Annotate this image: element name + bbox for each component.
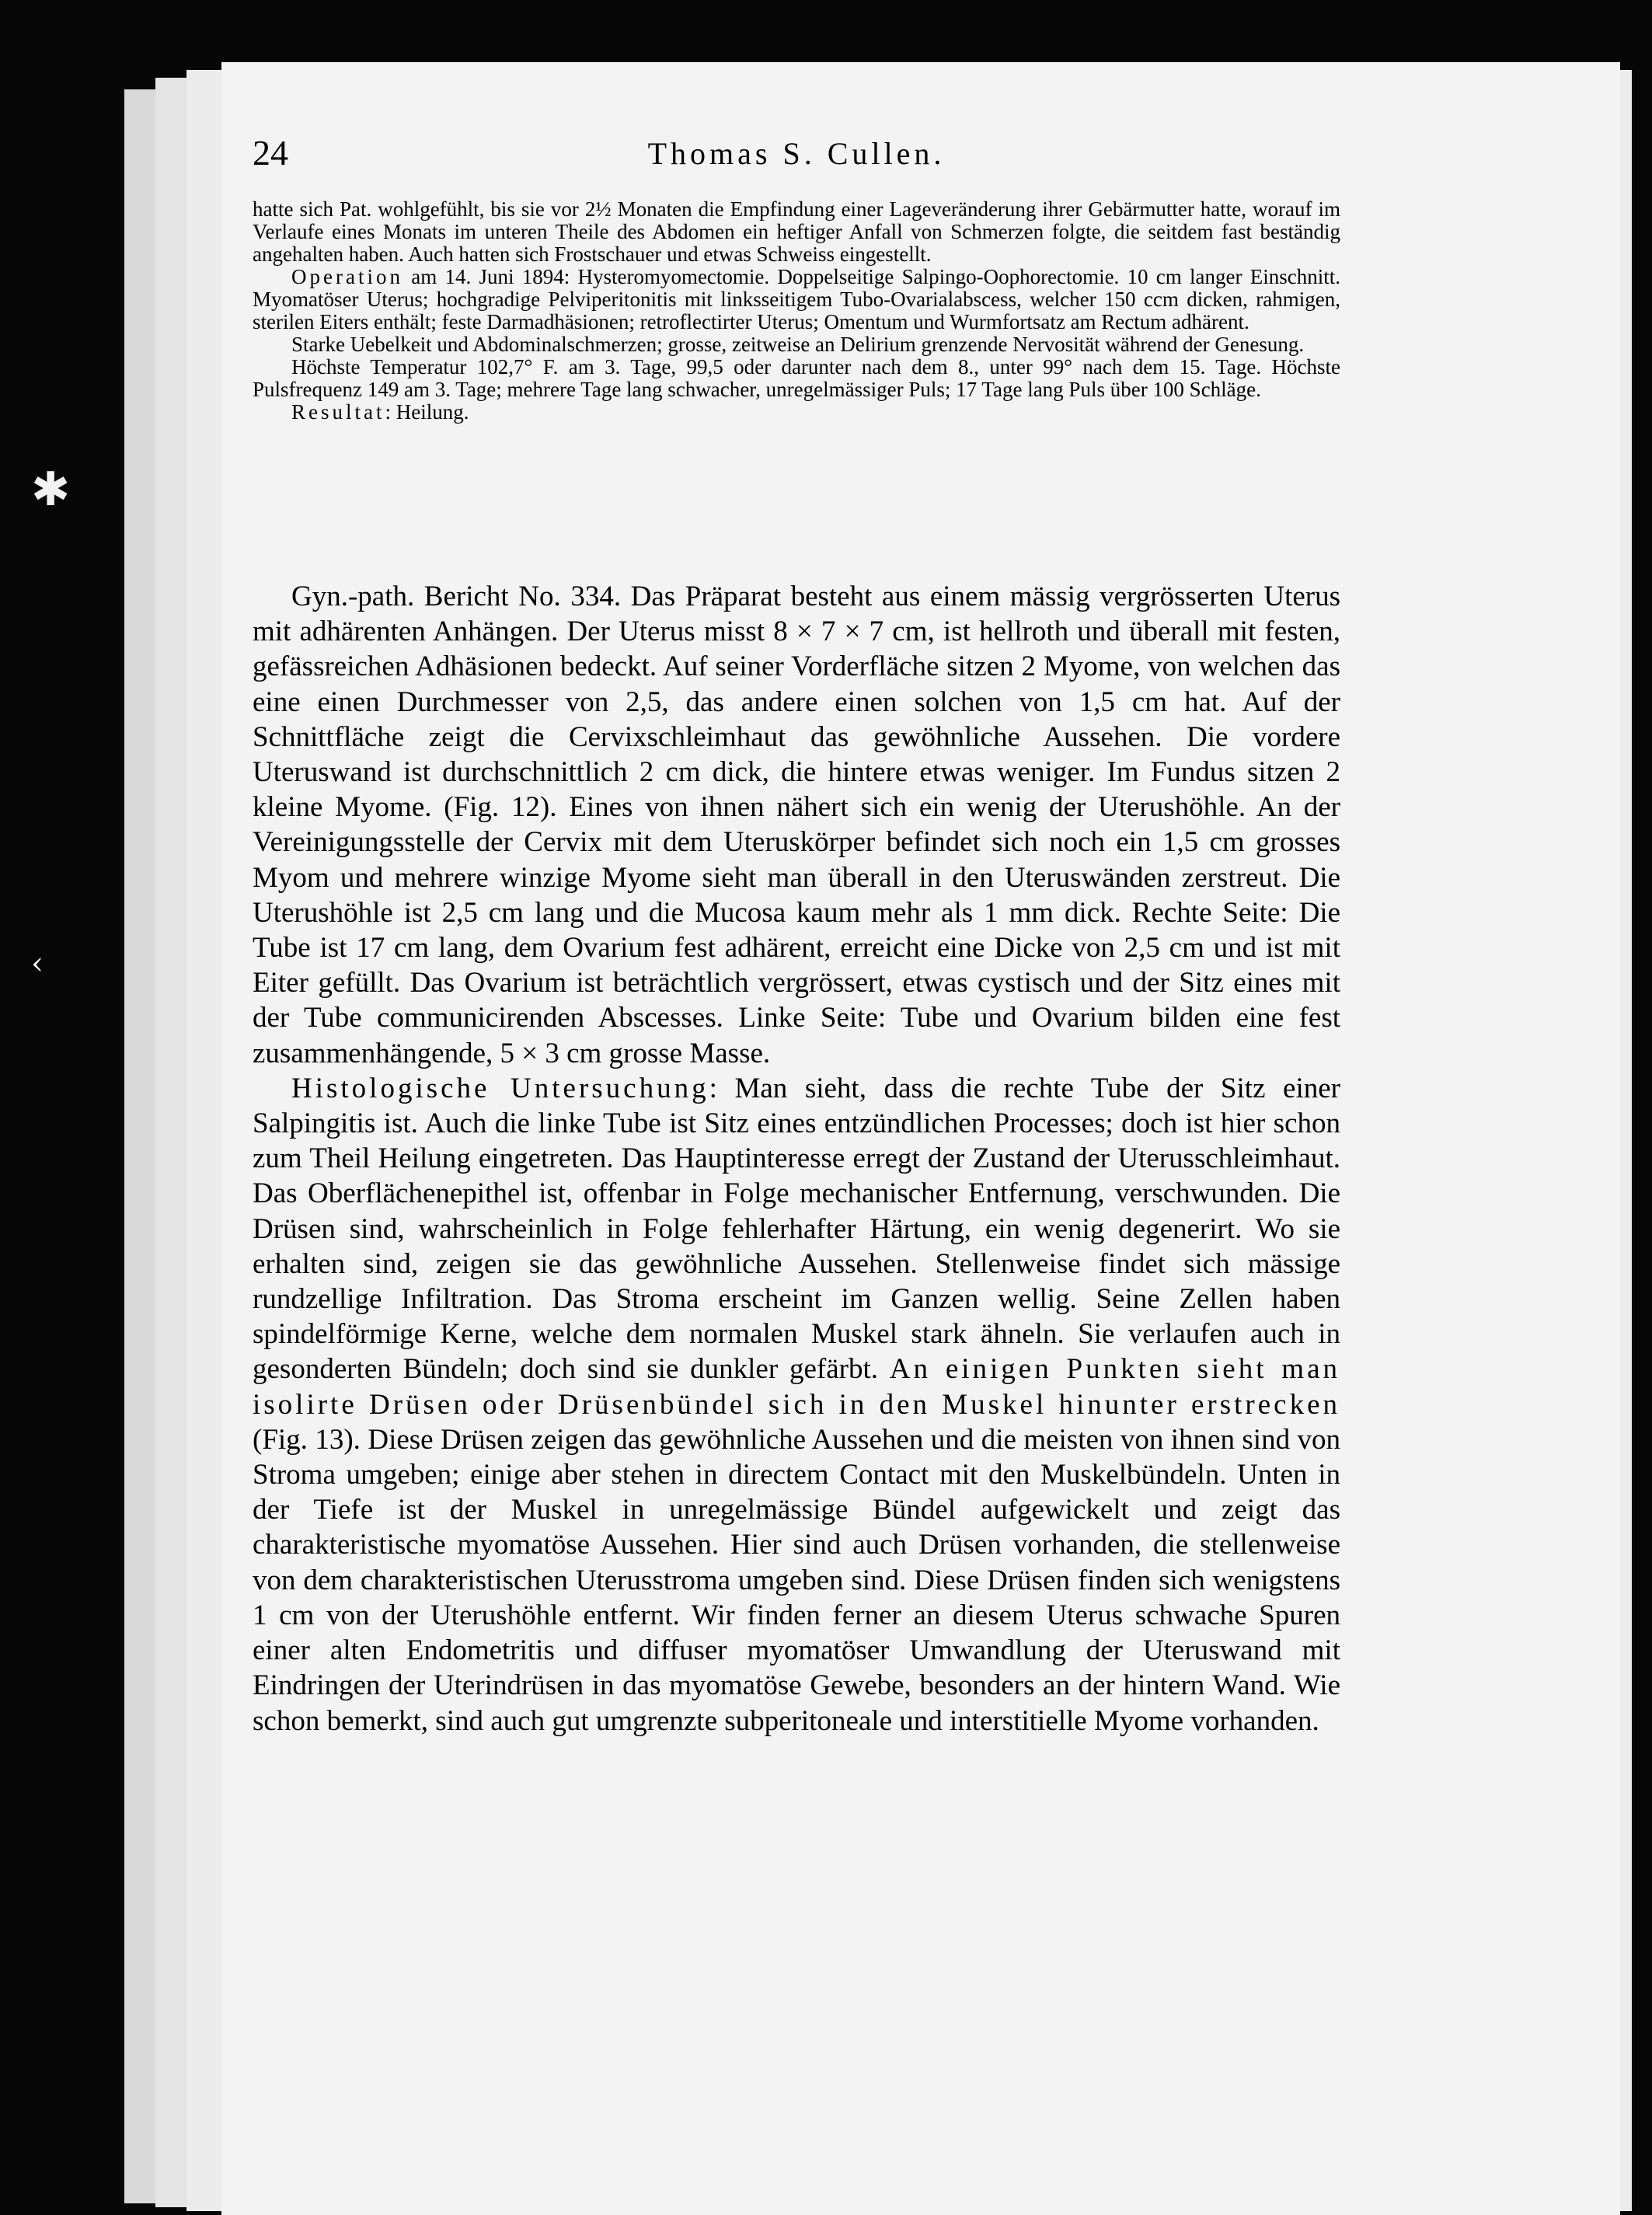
histology-label: Histologische Untersuchung: [291, 1072, 709, 1104]
result-label: Resultat: [291, 400, 385, 424]
result-text: : Heilung.: [385, 400, 469, 424]
operation-text: am 14. Juni 1894: Hysteromyomectomie. Doppelseitige Salpingo-Oophorectomie. 10 cm langer Einschnitt. Myomatöser Uterus; hochgradige Pelviperitonitis mit linksseitigem Tubo-Ovarialabscess, welcher 150 ccm dicken, rahmigen, sterilen Eiters enthält; feste Darmadhäsionen; retroflectirter Uterus; Omentum und Wurmfortsatz am Rectum adhärent.: [253, 265, 1340, 333]
margin-mark-top: ✱: [31, 462, 71, 517]
histology-paragraph: [253, 1071, 1340, 1739]
page-header: [253, 132, 1340, 179]
page-number: 24: [253, 133, 288, 173]
case-history: hatte sich Pat. wohlgefühlt, bis sie vor 2½ Monaten die Empfindung einer Lageveränderung ihrer Gebärmutter hatte, worauf im Verlaufe eines Monats im unteren Theile des Abdomen ein heftiger Anfall von Schmerzen folgte, die seitdem fast beständig angehalten haben. Auch hatten sich Frostschauer und etwas Schweiss eingestellt.: [253, 197, 1340, 266]
histology-text-a: : Man sieht, dass die rechte Tube der Sitz einer Salpingitis ist. Auch die linke Tube ist Sitz eines entzündlichen Processes; doch ist hier schon zum Theil Heilung eingetreten. Das Hauptinteresse erregt der Zustand der Uterusschleimhaut. Das Oberflächenepithel ist, offenbar in Folge mechanischer Entfernung, verschwunden. Die Drüsen sind, wahrscheinlich in Folge fehlerhafter Härtung, ein wenig degenerirt. Wo sie erhalten sind, zeigen sie das gewöhnliche Aussehen. Stellenweise findet sich mässige rundzellige Infiltration. Das Stroma erscheint im Ganzen wellig. Seine Zellen haben spindelförmige Kerne, welche dem normalen Muskel stark ähneln. Sie verlaufen auch in gesonderten Bündeln; doch sind sie dunkler gefärbt.: [253, 1072, 1340, 1386]
histology-emphasis: An einigen Punkten sieht man isolirte Drüsen oder Drüsenbündel sich in den Muskel hinunter erstrecken: [253, 1353, 1340, 1421]
case-temperature: Höchste Temperatur 102,7° F. am 3. Tage, 99,5 oder darunter nach dem 8., unter 99° nach dem 15. Tage. Höchste Pulsfrequenz 149 am 3. Tage; mehrere Tage lang schwacher, unregelmässiger Puls; 17 Tage lang Puls über 100 Schläge.: [253, 355, 1340, 401]
histology-text-b: (Fig. 13). Diese Drüsen zeigen das gewöhnliche Aussehen und die meisten von ihnen sind von Stroma umgeben; einige aber stehen in directem Contact mit den Muskelbündeln. Unten in der Tiefe ist der Muskel in unregelmässige Bündel aufgewickelt und zeigt das charakteristische myomatöse Aussehen. Hier sind auch Drüsen vorhanden, die stellenweise von dem charakteristischen Uterusstroma umgeben sind. Diese Drüsen finden sich wenigstens 1 cm von der Uterushöhle entfernt. Wir finden ferner an diesem Uterus schwache Spuren einer alten Endometritis und diffuser myomatöser Umwandlung der Uteruswand mit Eindringen der Uterindrüsen in das myomatöse Gewebe, besonders an der hintern Wand. Wie schon bemerkt, sind auch gut umgrenzte subperitoneale und interstitielle Myome vorhanden.: [253, 1423, 1340, 1737]
case-operation: [253, 266, 1340, 333]
case-result: [253, 401, 1340, 424]
operation-label: Operation: [291, 265, 403, 288]
margin-mark-bottom: ‹: [31, 946, 44, 982]
report-paragraph: Gyn.-path. Bericht No. 334. Das Präparat besteht aus einem mässig vergrösserten Uterus mit adhärenten Anhängen. Der Uterus misst 8 × 7 × 7 cm, ist hellroth und überall mit festen, gefässreichen Adhäsionen bedeckt. Auf seiner Vorderfläche sitzen 2 Myome, von welchen das eine einen Durchmesser von 2,5, das andere einen solchen von 1,5 cm hat. Auf der Schnittfläche zeigt die Cervixschleimhaut das gewöhnliche Aussehen. Die vordere Uteruswand ist durchschnittlich 2 cm dick, die hintere etwas weniger. Im Fundus sitzen 2 kleine Myome. (Fig. 12). Eines von ihnen nähert sich ein wenig der Uterushöhle. An der Vereinigungsstelle der Cervix mit dem Uteruskörper befindet sich noch ein 1,5 cm grosses Myom und mehrere winzige Myome sieht man überall in den Uteruswänden zerstreut. Die Uterushöhle ist 2,5 cm lang und die Mucosa kaum mehr als 1 mm dick. Rechte Seite: Die Tube ist 17 cm lang, dem Ovarium fest adhärent, erreicht eine Dicke von 2,5 cm und ist mit Eiter gefüllt. Das Ovarium ist beträchtlich vergrössert, etwas cystisch und der Sitz eines mit der Tube communicirenden Abscesses. Linke Seite: Tube und Ovarium bilden eine fest zusammenhängende, 5 × 3 cm grosse Masse.: [253, 581, 1340, 1069]
case-after-effects: Starke Uebelkeit und Abdominalschmerzen; grosse, zeitweise an Delirium grenzende Nervosität während der Genesung.: [291, 333, 1305, 356]
pathology-report: [253, 579, 1340, 1739]
case-notes: [253, 198, 1340, 424]
running-title: Thomas S. Cullen.: [647, 136, 946, 171]
